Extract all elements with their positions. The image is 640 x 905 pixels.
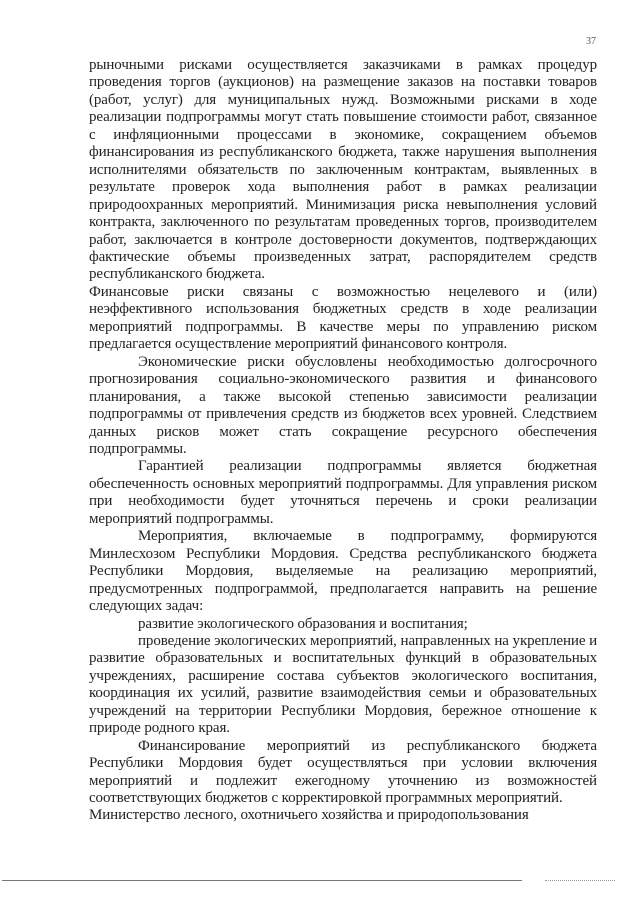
footer-rule	[2, 880, 522, 881]
document-body	[89, 57, 597, 825]
paragraph-market-risks: рыночными рисками осуществляется заказчиками в рамках процедур проведения торгов (аукционов) на размещение заказов на поставки товаров (работ, услуг) для муниципальных нужд. Возможными рисками в ходе реализации подпрограммы могут стать повышение стоимости работ, связанное с инфляционными процессами в экономике, сокращением объемов финансирования из республиканского бюджета, также нарушения выполнения исполнителями обязательств по заключенным контрактам, выявленных в результате проверок хода выполнения работ в рамках реализации природоохранных мероприятий. Минимизация риска невыполнения условий контракта, заключенного по результатам проведенных торгов, производителем работ, заключается в контроле достоверности документов, подтверждающих фактические объемы произведенных затрат, распорядителем средств республиканского бюджета.	[89, 57, 597, 283]
footer-rule-dotted	[545, 880, 615, 881]
paragraph-measures: Мероприятия, включаемые в подпрограмму, формируются Минлесхозом Республики Мордовия. Средства республиканского бюджета Республики Мордовия, выделяемые на реализацию мероприятий, предусмотренных подпрограммой, предполагается направить на решение следующих задач:	[89, 528, 597, 615]
paragraph-financing: Финансирование мероприятий из республиканского бюджета Республики Мордовия будет осуществляться при условии включения мероприятий и подлежит ежегодному уточнению из возможностей соответствующих бюджетов с корректировкой программных мероприятий.	[89, 737, 597, 807]
paragraph-financial-risks: Финансовые риски связаны с возможностью нецелевого и (или) неэффективного использования бюджетных средств в ходе реализации мероприятий подпрограммы. В качестве меры по управлению риском предлагается осуществление мероприятий финансового контроля.	[89, 283, 597, 353]
page-number: 37	[586, 36, 596, 47]
paragraph-task-events: проведение экологических мероприятий, направленных на укрепление и развитие образовательных и воспитательных функций в образовательных учреждениях, расширение состава субъектов экологического воспитания, координация их усилий, развитие взаимодействия семьи и образовательных учреждений на территории Республики Мордовия, бережное отношение к природе родного края.	[89, 632, 597, 737]
paragraph-ministry: Министерство лесного, охотничьего хозяйства и природопользования	[89, 807, 529, 824]
paragraph-economic-risks: Экономические риски обусловлены необходимостью долгосрочного прогнозирования социально-экономического развития и финансового планирования, а также высокой степенью зависимости реализации подпрограммы от привлечения средств из бюджетов всех уровней. Следствием данных рисков может стать сокращение ресурсного обеспечения подпрограммы.	[89, 353, 597, 457]
paragraph-task-education: развитие экологического образования и воспитания;	[138, 615, 468, 632]
paragraph-guarantee: Гарантией реализации подпрограммы является бюджетная обеспеченность основных мероприятий подпрограммы. Для управления риском при необходимости будет уточняться перечень и сроки реализации мероприятий подпрограммы.	[89, 458, 597, 527]
